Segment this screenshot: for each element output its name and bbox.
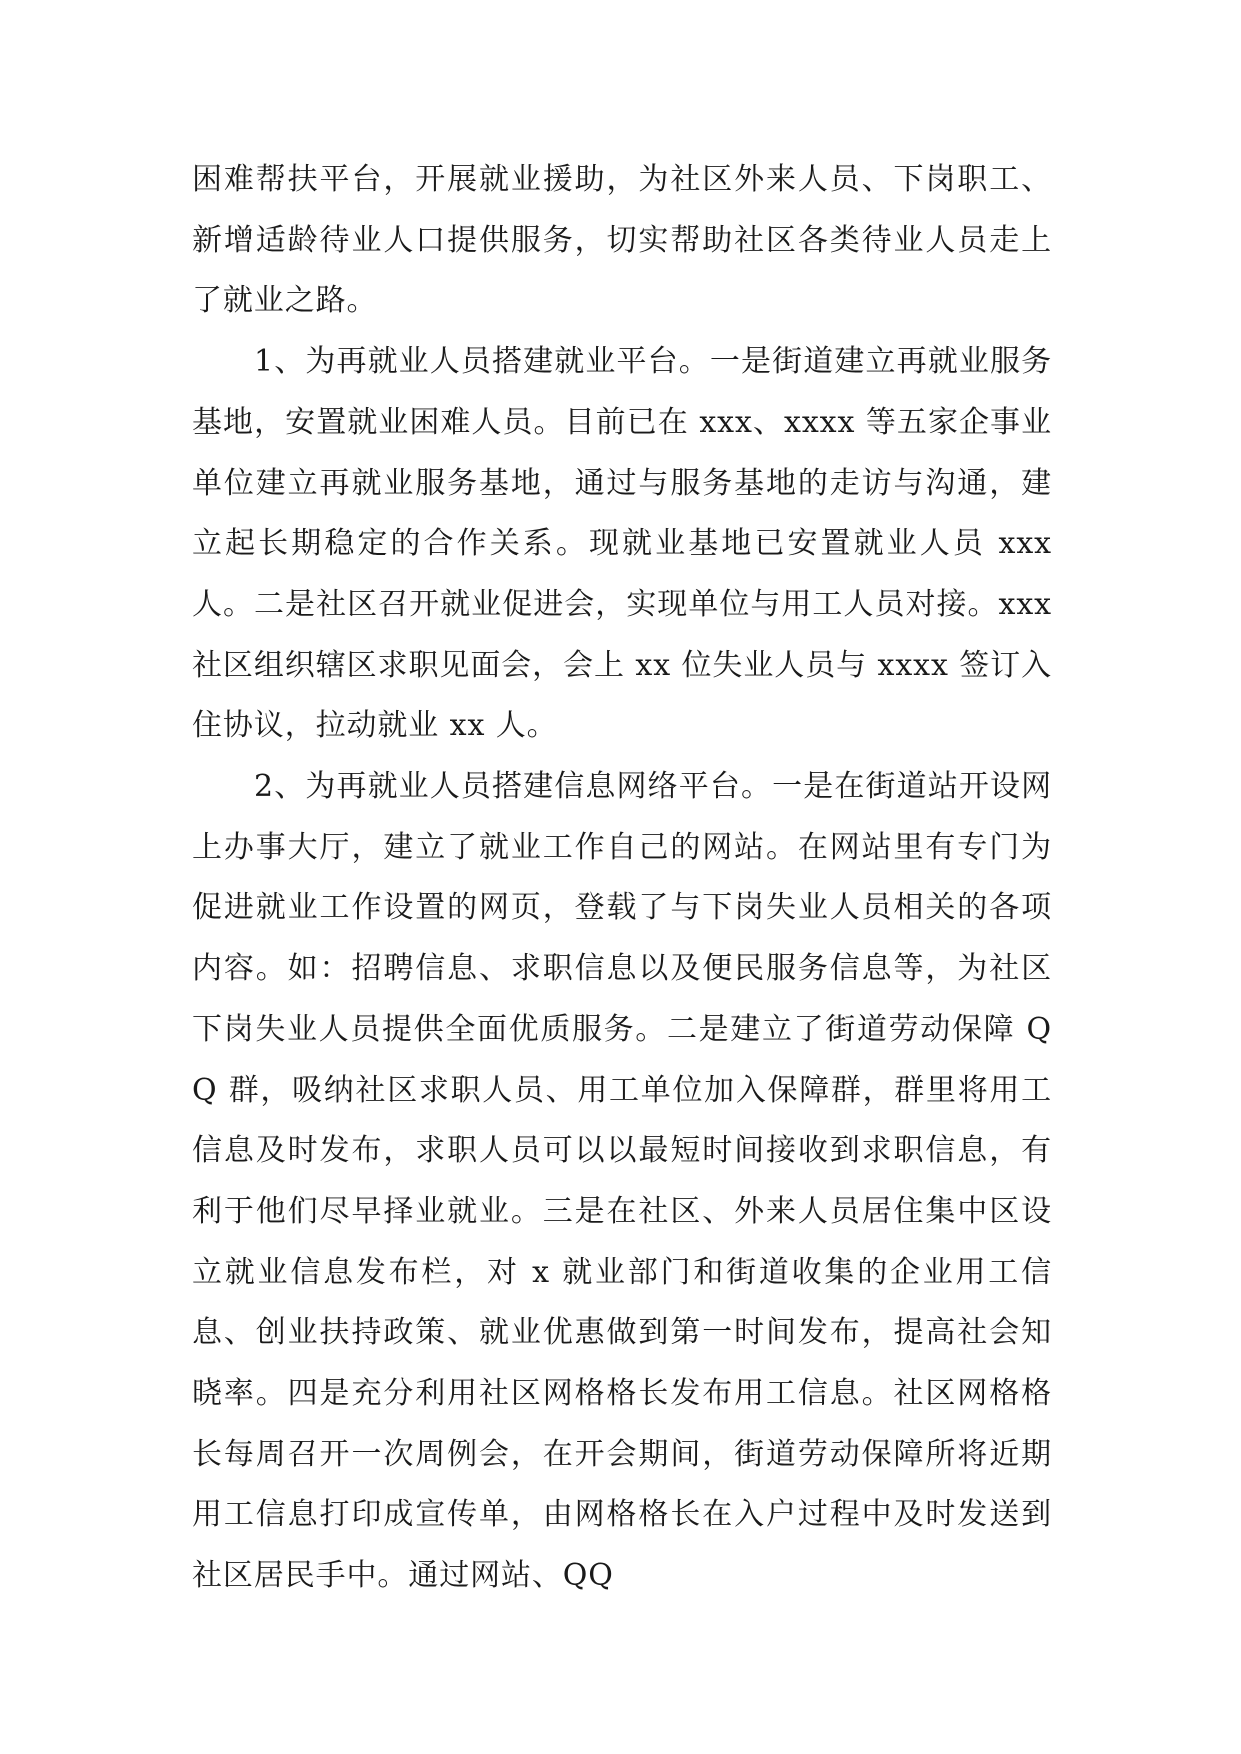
paragraph-information-network-platform: 2、为再就业人员搭建信息网络平台。一是在街道站开设网上办事大厅，建立了就业工作自己的网站。在网站里有专门为促进就业工作设置的网页，登载了与下岗失业人员相关的各项内容。如：招聘信息、求职信息以及便民服务信息等，为社区下岗失业人员提供全面优质服务。二是建立了街道劳动保障 QQ 群，吸纳社区求职人员、用工单位加入保障群，群里将用工信息及时发布，求职人员可以以最短时间接收到求职信息，有利于他们尽早择业就业。三是在社区、外来人员居住集中区设立就业信息发布栏，对 x 就业部门和街道收集的企业用工信息、创业扶持政策、就业优惠做到第一时间发布，提高社会知晓率。四是充分利用社区网格格长发布用工信息。社区网格格长每周召开一次周例会，在开会期间，街道劳动保障所将近期用工信息打印成宣传单，由网格格长在入户过程中及时发送到社区居民手中。通过网站、QQ — [192, 769, 1052, 1594]
paragraph-continuation: 困难帮扶平台，开展就业援助，为社区外来人员、下岗职工、新增适龄待业人口提供服务，切实帮助社区各类待业人员走上了就业之路。 — [192, 162, 1052, 319]
document-body — [192, 150, 1052, 1607]
paragraph-employment-platform: 1、为再就业人员搭建就业平台。一是街道建立再就业服务基地，安置就业困难人员。目前已在 xxx、xxxx 等五家企事业单位建立再就业服务基地，通过与服务基地的走访与沟通，建立起长期稳定的合作关系。现就业基地已安置就业人员 xxx 人。二是社区召开就业促进会，实现单位与用工人员对接。xxx 社区组织辖区求职见面会，会上 xx 位失业人员与 xxxx 签订入住协议，拉动就业 xx 人。 — [192, 344, 1052, 744]
